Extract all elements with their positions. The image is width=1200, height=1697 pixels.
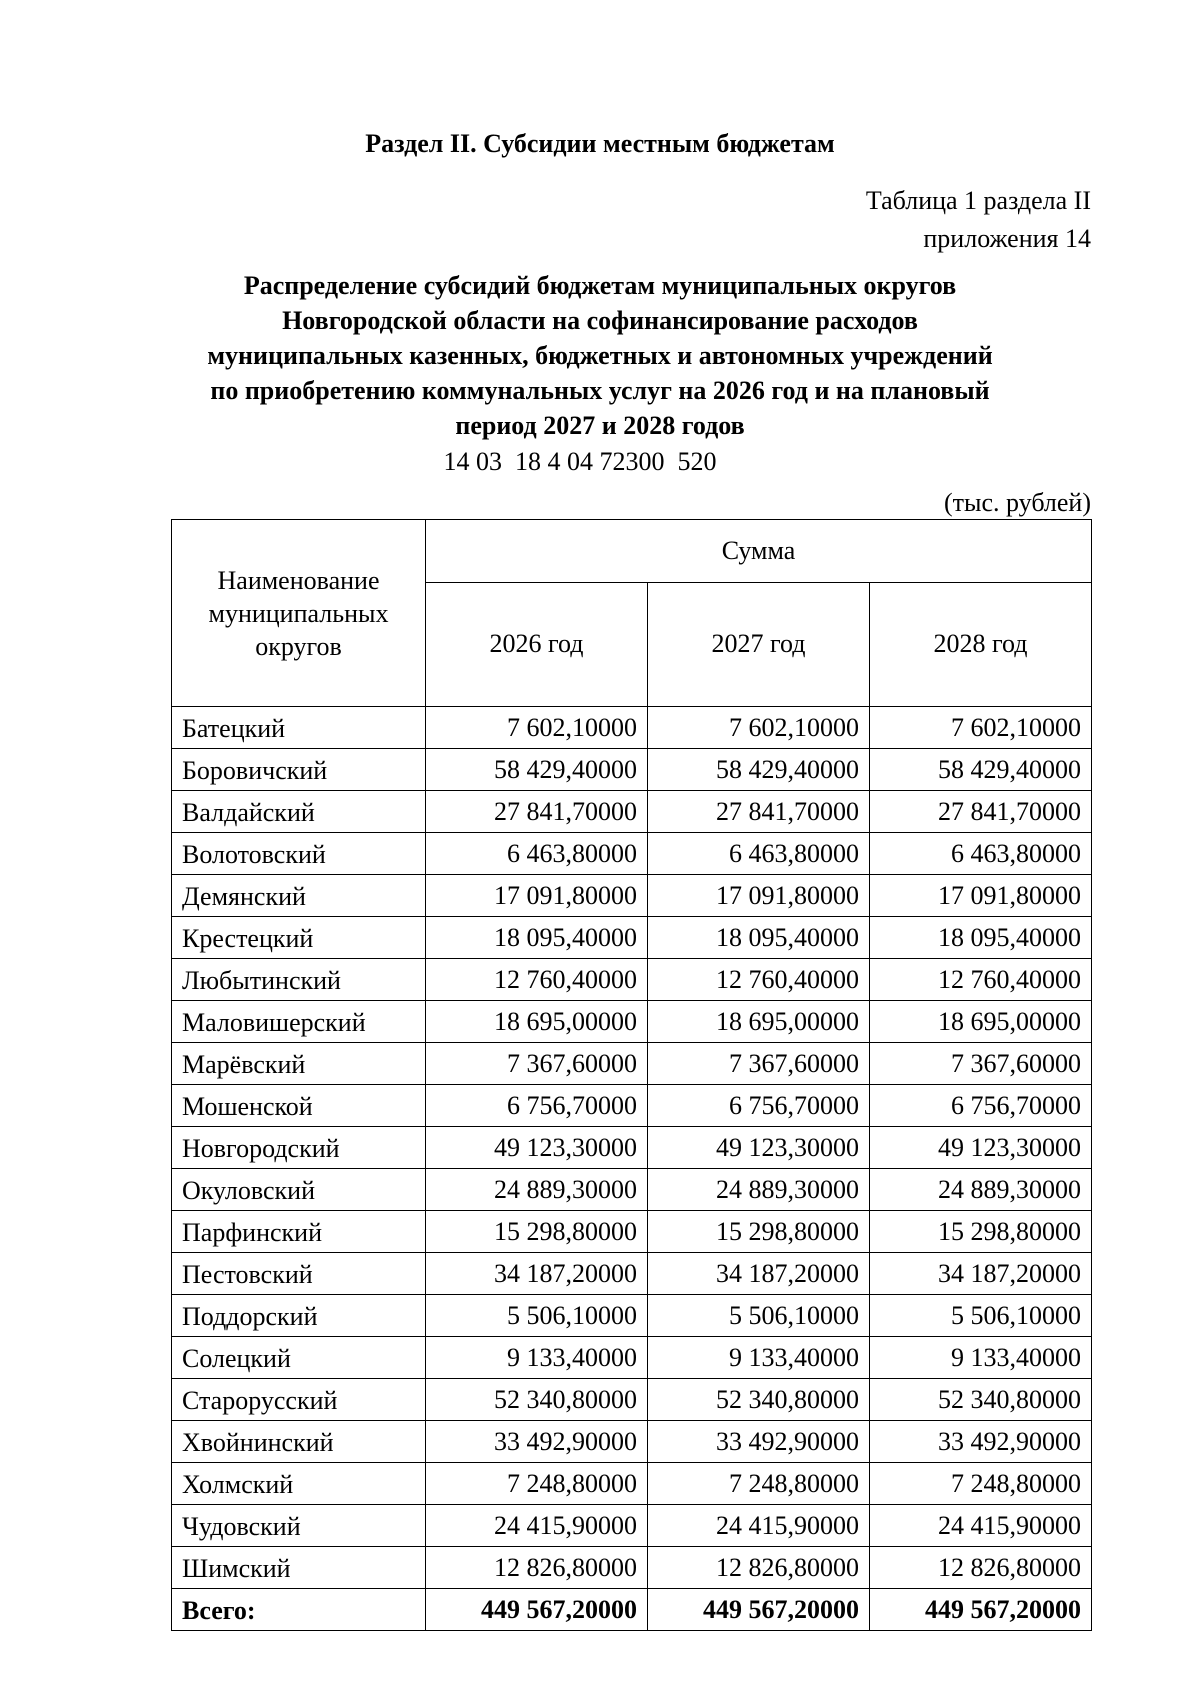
value-2027-cell: 33 492,90000 [648, 1421, 870, 1463]
table-row [172, 1127, 1092, 1169]
district-name-cell: Марёвский [172, 1043, 426, 1085]
header-year-2027: 2027 год [648, 582, 870, 706]
value-2028-cell: 5 506,10000 [870, 1295, 1092, 1337]
value-2028-cell: 15 298,80000 [870, 1211, 1092, 1253]
district-name-cell: Валдайский [172, 791, 426, 833]
table-row [172, 1379, 1092, 1421]
district-name-cell: Пестовский [172, 1253, 426, 1295]
district-name-cell: Волотовский [172, 833, 426, 875]
table-title-line: муниципальных казенных, бюджетных и автономных учреждений [207, 341, 993, 370]
district-name-cell: Старорусский [172, 1379, 426, 1421]
value-2028-cell: 18 095,40000 [870, 917, 1092, 959]
table-reference-line: Таблица 1 раздела II [865, 186, 1091, 215]
value-2028-cell: 7 367,60000 [870, 1043, 1092, 1085]
value-2026-cell: 12 760,40000 [426, 959, 648, 1001]
table-row [172, 1337, 1092, 1379]
header-name-line: округов [255, 631, 342, 661]
total-label-cell: Всего: [172, 1589, 426, 1631]
value-2028-cell: 58 429,40000 [870, 749, 1092, 791]
value-2028-cell: 6 463,80000 [870, 833, 1092, 875]
value-2027-cell: 12 826,80000 [648, 1547, 870, 1589]
value-2027-cell: 52 340,80000 [648, 1379, 870, 1421]
value-2026-cell: 7 602,10000 [426, 707, 648, 749]
total-2028-cell: 449 567,20000 [870, 1589, 1092, 1631]
header-year-2026: 2026 год [426, 582, 648, 706]
value-2028-cell: 7 248,80000 [870, 1463, 1092, 1505]
total-row [172, 1589, 1092, 1631]
value-2027-cell: 5 506,10000 [648, 1295, 870, 1337]
value-2026-cell: 27 841,70000 [426, 791, 648, 833]
header-name-line: муниципальных [208, 598, 389, 628]
table-row [172, 1505, 1092, 1547]
table-title [150, 268, 1050, 443]
table-row [172, 707, 1092, 749]
district-name-cell: Любытинский [172, 959, 426, 1001]
table-row [172, 917, 1092, 959]
table-row [172, 875, 1092, 917]
district-name-cell: Парфинский [172, 1211, 426, 1253]
table-row [172, 1211, 1092, 1253]
value-2026-cell: 34 187,20000 [426, 1253, 648, 1295]
value-2028-cell: 49 123,30000 [870, 1127, 1092, 1169]
header-district-name [172, 520, 426, 707]
value-2027-cell: 6 756,70000 [648, 1085, 870, 1127]
value-2027-cell: 7 602,10000 [648, 707, 870, 749]
value-2027-cell: 24 889,30000 [648, 1169, 870, 1211]
value-2027-cell: 9 133,40000 [648, 1337, 870, 1379]
district-name-cell: Маловишерский [172, 1001, 426, 1043]
value-2026-cell: 9 133,40000 [426, 1337, 648, 1379]
value-2028-cell: 24 889,30000 [870, 1169, 1092, 1211]
value-2027-cell: 12 760,40000 [648, 959, 870, 1001]
district-name-cell: Боровичский [172, 749, 426, 791]
district-name-cell: Хвойнинский [172, 1421, 426, 1463]
header-sum: Сумма [426, 520, 1092, 583]
value-2027-cell: 7 248,80000 [648, 1463, 870, 1505]
value-2028-cell: 9 133,40000 [870, 1337, 1092, 1379]
value-2026-cell: 7 367,60000 [426, 1043, 648, 1085]
value-2028-cell: 27 841,70000 [870, 791, 1092, 833]
header-year-2028: 2028 год [870, 582, 1092, 706]
district-name-cell: Батецкий [172, 707, 426, 749]
value-2026-cell: 49 123,30000 [426, 1127, 648, 1169]
table-title-line: период 2027 и 2028 годов [455, 411, 745, 440]
district-name-cell: Новгородский [172, 1127, 426, 1169]
value-2028-cell: 33 492,90000 [870, 1421, 1092, 1463]
value-2026-cell: 18 095,40000 [426, 917, 648, 959]
table-row [172, 959, 1092, 1001]
table-row [172, 1295, 1092, 1337]
table-body [172, 707, 1092, 1631]
table-row [172, 1085, 1092, 1127]
table-title-line: по приобретению коммунальных услуг на 2026 год и на плановый [210, 376, 990, 405]
value-2027-cell: 6 463,80000 [648, 833, 870, 875]
value-2027-cell: 7 367,60000 [648, 1043, 870, 1085]
value-2026-cell: 15 298,80000 [426, 1211, 648, 1253]
budget-classification-code: 14 03 18 4 04 72300 520 [443, 447, 717, 476]
value-2026-cell: 12 826,80000 [426, 1547, 648, 1589]
district-name-cell: Холмский [172, 1463, 426, 1505]
value-2028-cell: 17 091,80000 [870, 875, 1092, 917]
table-row [172, 833, 1092, 875]
district-name-cell: Крестецкий [172, 917, 426, 959]
district-name-cell: Мошенской [172, 1085, 426, 1127]
value-2028-cell: 24 415,90000 [870, 1505, 1092, 1547]
table-reference [866, 182, 1091, 258]
district-name-cell: Чудовский [172, 1505, 426, 1547]
value-2026-cell: 5 506,10000 [426, 1295, 648, 1337]
district-name-cell: Демянский [172, 875, 426, 917]
value-2027-cell: 17 091,80000 [648, 875, 870, 917]
table-row [172, 1001, 1092, 1043]
district-name-cell: Шимский [172, 1547, 426, 1589]
value-2027-cell: 15 298,80000 [648, 1211, 870, 1253]
value-2028-cell: 12 826,80000 [870, 1547, 1092, 1589]
table-row [172, 1169, 1092, 1211]
value-2027-cell: 24 415,90000 [648, 1505, 870, 1547]
value-2028-cell: 52 340,80000 [870, 1379, 1092, 1421]
value-2026-cell: 6 756,70000 [426, 1085, 648, 1127]
table-row [172, 791, 1092, 833]
table-title-line: Новгородской области на софинансирование расходов [282, 306, 918, 335]
district-name-cell: Окуловский [172, 1169, 426, 1211]
value-2026-cell: 7 248,80000 [426, 1463, 648, 1505]
value-2027-cell: 58 429,40000 [648, 749, 870, 791]
value-2026-cell: 18 695,00000 [426, 1001, 648, 1043]
value-2026-cell: 52 340,80000 [426, 1379, 648, 1421]
subsidy-table [171, 519, 1092, 1631]
table-row [172, 1463, 1092, 1505]
value-2026-cell: 6 463,80000 [426, 833, 648, 875]
section-title: Раздел II. Субсидии местным бюджетам [365, 129, 835, 158]
table-row [172, 1421, 1092, 1463]
table-row [172, 1253, 1092, 1295]
table-reference-line: приложения 14 [923, 224, 1091, 253]
value-2027-cell: 18 695,00000 [648, 1001, 870, 1043]
value-2026-cell: 24 889,30000 [426, 1169, 648, 1211]
total-2026-cell: 449 567,20000 [426, 1589, 648, 1631]
value-2026-cell: 33 492,90000 [426, 1421, 648, 1463]
value-2028-cell: 6 756,70000 [870, 1085, 1092, 1127]
value-2028-cell: 7 602,10000 [870, 707, 1092, 749]
table-row [172, 1547, 1092, 1589]
value-2028-cell: 18 695,00000 [870, 1001, 1092, 1043]
units-label: (тыс. рублей) [943, 488, 1091, 517]
header-name-line: Наименование [217, 565, 380, 595]
district-name-cell: Поддорский [172, 1295, 426, 1337]
value-2027-cell: 34 187,20000 [648, 1253, 870, 1295]
value-2026-cell: 24 415,90000 [426, 1505, 648, 1547]
total-2027-cell: 449 567,20000 [648, 1589, 870, 1631]
value-2027-cell: 18 095,40000 [648, 917, 870, 959]
table-row [172, 749, 1092, 791]
value-2026-cell: 58 429,40000 [426, 749, 648, 791]
value-2028-cell: 12 760,40000 [870, 959, 1092, 1001]
table-row [172, 1043, 1092, 1085]
value-2027-cell: 49 123,30000 [648, 1127, 870, 1169]
district-name-cell: Солецкий [172, 1337, 426, 1379]
value-2026-cell: 17 091,80000 [426, 875, 648, 917]
table-title-line: Распределение субсидий бюджетам муниципальных округов [243, 271, 957, 300]
value-2027-cell: 27 841,70000 [648, 791, 870, 833]
value-2028-cell: 34 187,20000 [870, 1253, 1092, 1295]
